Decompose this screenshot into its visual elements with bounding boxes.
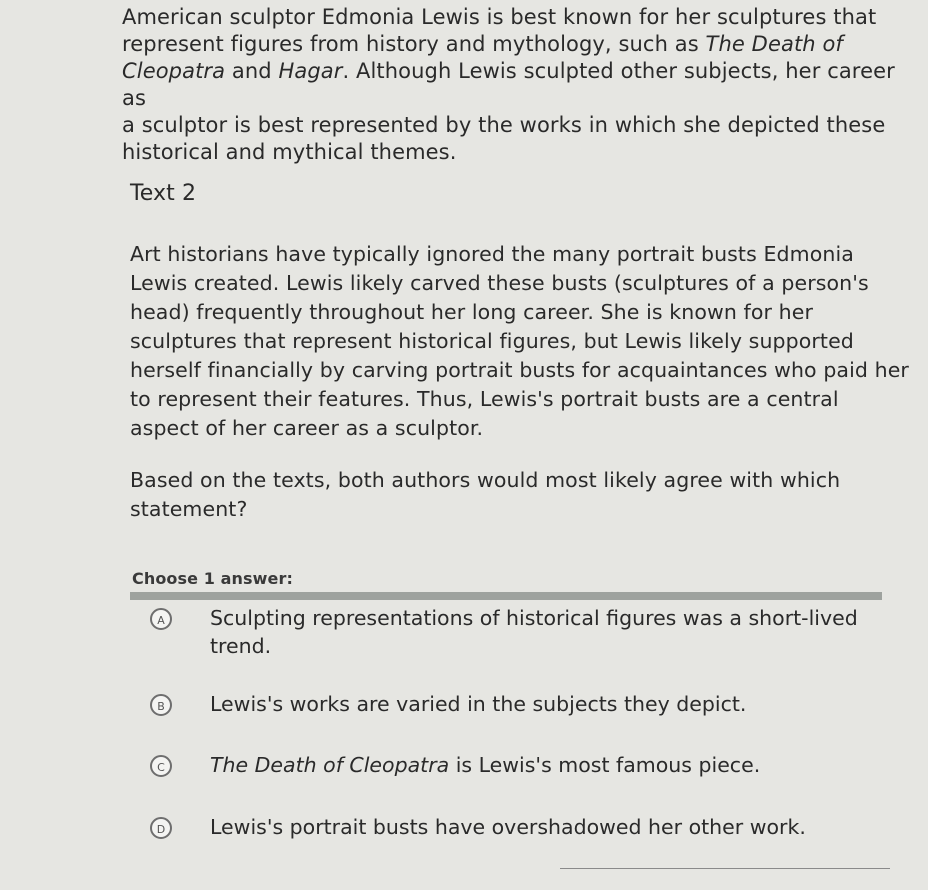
answer-option-a[interactable] [150,604,870,668]
question-prompt: Based on the texts, both authors would most likely agree with which statement? [130,468,841,521]
radio-d-icon[interactable]: D [150,817,172,839]
option-underline [560,868,890,869]
radio-c-icon[interactable]: C [150,755,172,777]
text1-passage [122,4,912,166]
text1-line3-italic2: Hagar [278,59,343,83]
text1-line2-italic: The Death of [705,32,843,56]
choose-answer-label: Choose 1 answer: [132,569,293,588]
answer-option-a-text: Sculpting representations of historical figures was a short-lived trend. [210,606,858,658]
answer-option-c-italic: The Death of Cleopatra [210,753,450,777]
answer-option-d[interactable] [150,813,870,845]
text1-line3-italic: Cleopatra [122,59,226,83]
text1-line2: represent figures from history and mythology, such as [122,32,706,56]
text1-line1: American sculptor Edmonia Lewis is best known for her sculptures that [122,5,877,29]
answer-divider [130,592,882,600]
answer-option-c-text [210,751,870,779]
answer-option-c[interactable] [150,751,870,783]
radio-b-icon[interactable]: B [150,694,172,716]
text1-line3-rest: . Although Lewis sculpted other subjects, her career as [122,59,895,110]
text1-line4: a sculptor is best represented by the works in which she depicted these [122,113,886,137]
answer-option-d-text: Lewis's portrait busts have overshadowed her other work. [210,815,806,839]
text1-line5: historical and mythical themes. [122,140,457,164]
answer-option-c-rest: is Lewis's most famous piece. [449,753,761,777]
text2-heading: Text 2 [130,181,197,206]
text2-passage: Art historians have typically ignored the many portrait busts Edmonia Lewis created. Lewis likely carved these busts (sculptures of a person's head) frequently throughout her long career. She is known for her sculptures that represent historical figures, but Lewis likely supported herself financially by carving portrait busts for acquaintances who paid her to represent their features. Thus, Lewis's portrait busts are a central aspect of her career as a sculptor. [130,242,909,440]
radio-a-icon[interactable]: A [150,608,172,630]
answer-option-b[interactable] [150,690,870,722]
answer-option-b-text: Lewis's works are varied in the subjects they depict. [210,692,747,716]
text1-line3: and [225,59,279,83]
